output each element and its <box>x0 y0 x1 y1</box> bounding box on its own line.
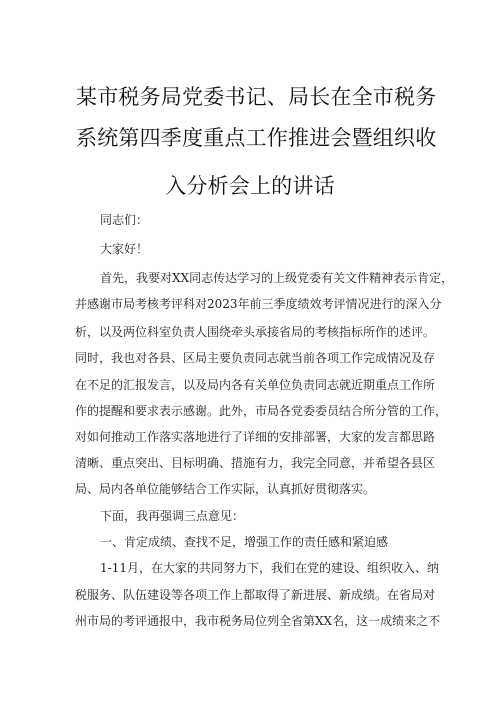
document-title-line-3: 入分析会上的讲话 <box>165 174 335 198</box>
paragraph-1-line-9: 局、局内各单位能够结合工作实际，认真抓好贯彻落实。 <box>75 482 376 496</box>
paragraph-1-line-7: 对如何推动工作落实落地进行了详细的安排部署，大家的发言都思路 <box>75 430 436 444</box>
salutation: 同志们： <box>100 213 149 227</box>
section-heading-1: 一、肯定成绩、查找不足，增强工作的责任感和紧迫感 <box>100 535 389 549</box>
paragraph-1-line-2: 并感谢市局考核考评科对2023年前三季度绩效考评情况进行的深入分 <box>75 297 442 311</box>
paragraph-2: 下面，我再强调三点意见： <box>100 509 245 523</box>
greeting-line: 大家好！ <box>100 242 149 256</box>
paragraph-1-line-4: 同时，我也对各县、区局主要负责同志就当前各项工作完成情况及存 <box>75 351 436 365</box>
paragraph-3-line-2: 税服务、队伍建设等各项工作上都取得了新进展、新成绩。在省局对 <box>75 588 436 602</box>
document-title-line-1: 某市税务局党委书记、局长在全市税务 <box>76 85 437 109</box>
paragraph-1-line-6: 作的提醒和要求表示感谢。此外，市局各党委委员结合所分管的工作， <box>75 404 448 418</box>
paragraph-1-line-8: 清晰、重点突出、目标明确、措施有力，我完全同意，并希望各县区 <box>75 456 436 470</box>
document-title-line-2: 系统第四季度重点工作推进会暨组织收 <box>76 126 437 150</box>
paragraph-1-line-5: 在不足的汇报发言，以及局内各有关单位负责同志就近期重点工作所 <box>75 378 436 392</box>
paragraph-1-line-1: 首先，我要对XX同志传达学习的上级党委有关文件精神表示肯定， <box>100 271 454 285</box>
paragraph-3-line-3: 州市局的考评通报中，我市税务局位列全省第XX名，这一成绩来之不 <box>75 614 441 628</box>
paragraph-3-line-1: 1-11月，在大家的共同努力下，我们在党的建设、组织收入、纳 <box>100 561 439 575</box>
paragraph-1-line-3: 析，以及两位科室负责人围绕牵头承接省局的考核指标所作的述评。 <box>75 325 436 339</box>
